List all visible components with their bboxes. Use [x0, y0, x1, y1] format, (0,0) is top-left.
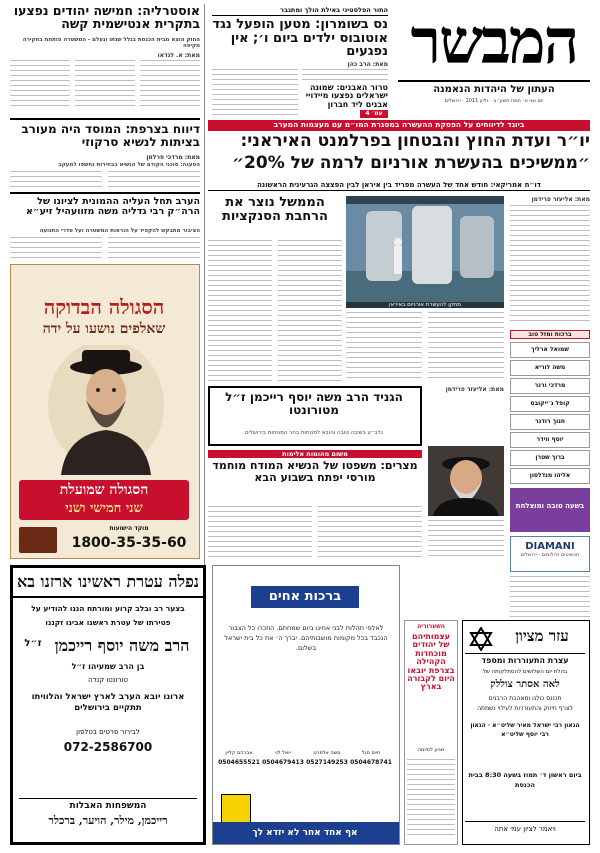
- sanctions-text-2: [208, 240, 272, 382]
- remains-text: [407, 759, 455, 839]
- egypt-text-1: [318, 506, 422, 561]
- death-notice-line1: בצער רב ובלב קרוע ומורתח הננו להודיע על: [31, 604, 185, 613]
- diamani-sub: תכשיטים ויהלומים · ירושלים: [520, 552, 580, 558]
- listings-header: ברכות ומזל טוב: [510, 330, 590, 339]
- blessings-logo-badge: [221, 794, 251, 824]
- blessings-title: ברכות אחים: [251, 586, 359, 608]
- ezer-date: ביום ראשון ד׳ תמוז בשעה 8:30 בבית הכנסת: [468, 771, 582, 789]
- segula-phone-label: מוקד הישועות: [109, 525, 149, 532]
- listing-item: שמואל ארליך: [510, 342, 590, 358]
- death-notice-phone-label: לבירור פרטים בטלפון: [76, 728, 140, 736]
- announcement-sub: נלב״ע בשיבה טובה והובא למנוחות בהר המנוחות בירושלים: [245, 430, 383, 436]
- star-of-david-icon: [469, 627, 493, 651]
- death-notice-families: רייכמן, מילר, הויער, ברכלר: [48, 814, 168, 827]
- rabbi-photo-image: [428, 446, 504, 516]
- announcement-headline: הגניד הרב משה יוסף רייכמן ז״ל מטורונטו: [225, 391, 403, 417]
- segula-logo-badge: [19, 527, 57, 553]
- egypt-byline: מאת: אליעזר פרידמן: [445, 386, 504, 393]
- ezer-name: לאה אסתר צוללק: [490, 679, 560, 690]
- masthead-tagline: העתון של היהדות הנאמנה: [433, 84, 555, 95]
- aliya-text-2: [10, 237, 102, 261]
- right-column-byline: מאת: אליעזר פרידמן: [531, 196, 590, 203]
- france-sub: הטענה: סוכני הקודם של הנשיא בבחירות נחשפו למעקב: [58, 162, 200, 168]
- segula-phone[interactable]: 1800-35-35-60: [71, 535, 187, 551]
- death-notice-name: הרב משה יוסף רייכמן: [54, 636, 190, 655]
- ezer-line2: תכונס כולנו ומאהבת הרבנים: [488, 695, 562, 702]
- contact-phone[interactable]: 0527149253: [306, 759, 348, 766]
- france-byline: מאת: מרדכי פרלמן: [146, 154, 200, 161]
- death-notice-line2: פטירתו של עטרת ראשנו אבינו זקננו: [45, 618, 171, 627]
- top-story-sub-headline: טרור האבנים: שמונה ישראלים נפצעו מיידויי אבנים ליד חברון: [305, 84, 388, 109]
- contact-phone[interactable]: 0504678741: [350, 759, 392, 766]
- sanctions-text-1: [278, 240, 342, 382]
- death-notice-suffix: ז״ל: [24, 638, 42, 649]
- listing-item: קופל ג׳ייקובס: [510, 396, 590, 412]
- remains-sub: מגיע לסיומה: [417, 747, 445, 753]
- rabbi-portrait-image: [46, 345, 166, 475]
- main-headline-1: יו״ר ועדת החוץ והבטחון בפרלמנט האיראני:: [240, 133, 590, 151]
- ezer-line3: לצרף חיזוק והתעוררות לעילוי נשמתה: [477, 705, 573, 712]
- australia-text-2: [75, 60, 135, 110]
- logo: המבשר: [410, 5, 578, 78]
- contact-name: אברהם קליין: [225, 750, 253, 756]
- listing-item: ברוך שטרן: [510, 450, 590, 466]
- listing-item: מרדכי ורנר: [510, 378, 590, 394]
- australia-byline: מאת: א. לנדאו: [157, 52, 200, 59]
- top-story-badge: עמ׳ 4: [360, 110, 388, 118]
- diamani-logo: DIAMANI: [525, 541, 575, 552]
- main-photo: [346, 196, 504, 308]
- top-story-headline: נס בשומרון: מטען הופעל נגד אוטובוס ילדים ביום ו׳; אין נפגעים: [212, 18, 388, 60]
- listing-item: חנוך רודנר: [510, 414, 590, 430]
- diamani-ad[interactable]: [510, 536, 590, 572]
- death-notice-line3: בן הרב שמעיהו ז״ל: [71, 662, 145, 671]
- death-notice-families-label: המשפחות האבלות: [19, 798, 197, 811]
- aliya-notice: [10, 192, 200, 262]
- ezer-sub: עצרת התעוררות ומספד: [465, 653, 585, 665]
- mazal-ad[interactable]: [510, 488, 590, 532]
- death-notice: [10, 565, 206, 845]
- segula-bottom-1: הסגולה שמועלת: [59, 482, 149, 498]
- blessings-body: לאלפי תהלות לבני אחינו ביום שמחתם. הוזכרו כל הצבור הנכבד בכל מקומות מושבותיהם. יברך ה׳ את כל בית ישראל בשלום.: [224, 624, 388, 652]
- sanctions-headline: הממשל נוצר את הרחבת הסנקציות: [222, 196, 328, 224]
- segula-bottom-2: שני חמישי ושני: [65, 501, 143, 516]
- france-text-1: [108, 171, 200, 191]
- listing-item: יוסף ווידר: [510, 432, 590, 448]
- segula-banner: [19, 480, 189, 520]
- contact-name: חיים סגל: [361, 750, 381, 756]
- main-headline-2: ״ממשיכים בהעשרת אורניום לרמה של 20%״: [231, 155, 590, 173]
- australia-story: [10, 4, 200, 114]
- remains-story: [404, 620, 458, 845]
- listings: [510, 342, 590, 622]
- masthead: [398, 6, 590, 106]
- main-text-1: [428, 312, 504, 382]
- top-story-kicker: התור הפלסטיני באילת הולך ומתגבר: [212, 6, 388, 16]
- masthead-rule: [398, 80, 590, 82]
- ezer-rabbis: הגאון רבי ישראל מאיר שליט״א · הגאון רבי יוסף שליט״א: [470, 722, 580, 738]
- centrifuge-image: [346, 196, 504, 308]
- remains-headline: עצמותיהם של יהודים מוכחדות הקהילה בצרפת יובאו היום לקבורה בארץ: [407, 633, 455, 692]
- top-story-byline: מאת: הרב כהן: [347, 61, 388, 68]
- main-sub: דו״ח אמריקאי: חודש אחד של העשרה מפריד בין איראן לבין הפצצה הגרעינית הראשונה: [208, 181, 590, 191]
- segula-title-2: שאלפים נושעו על ידה: [42, 321, 166, 337]
- death-notice-phone[interactable]: 072-2586700: [63, 740, 153, 754]
- aliya-sub: הציבור מתבקש להקפיד על הוראות המשטרה ועל סדרי התנועה: [39, 228, 200, 234]
- listing-item: משה לוריא: [510, 360, 590, 376]
- blessings-footer: אף אחד אחר לא יזדא לך: [212, 822, 399, 844]
- ezer-title: עזר מציון: [515, 627, 569, 645]
- blessings-contacts: [217, 750, 393, 790]
- main-kicker: ביוגד לדיווחים על הפסקת ההעשרה במסגרת המו״מ עם מעצמות המערב: [208, 120, 590, 131]
- top-story: [212, 6, 388, 116]
- france-headline: דיווח בצרפת: המוסד היה מעורב בציתות לנשיא סרקוזי: [21, 123, 200, 149]
- australia-text-3: [10, 60, 70, 110]
- contact-name: יואל לוי: [275, 750, 291, 756]
- egypt-headline: מצרים: משפטו של הנשיא המודח מוחמד מורסי יפתח בשבוע הבא: [212, 460, 418, 484]
- blessings-ad[interactable]: [212, 565, 400, 845]
- remains-kicker: השערוריה: [417, 623, 445, 630]
- right-column-text: [510, 205, 590, 325]
- listing-item: אליהו מנדלסון: [510, 468, 590, 484]
- france-story: [10, 118, 200, 190]
- main-text-2: [346, 312, 422, 382]
- death-notice-line4: טורונטו קנדה: [88, 676, 128, 684]
- mazal-ad-text: בשעה טובה ומוצלחת: [515, 502, 585, 510]
- australia-headline: אוסטרליה: חמישה יהודים נפצעו בתקרית אנטישמית קשה: [13, 4, 200, 32]
- australia-sub: החוק הוצא מבית הכנסת בגלל שנתו ונעלם - המשטרה פותחת בחקירה מקיפה: [22, 37, 200, 49]
- top-story-text: [302, 69, 388, 83]
- contact-phone[interactable]: 0504655521: [218, 759, 260, 766]
- ezer-line1: בהלת יום השלושים להסתלקותה של: [482, 669, 568, 675]
- masthead-info: יום שני ט׳ תמוז תשע״ב · גליון 1011 · ירושלים: [444, 98, 544, 104]
- ezer-notice: [462, 620, 590, 845]
- death-notice-line5: ארונו יובא הערב לארץ ישראל והלוויתו תתקיים בירושלים: [31, 692, 185, 714]
- segula-title-1: הסגולה הבדוקה: [43, 295, 165, 319]
- photo-caption: מתקן להעשרת אורניום באיראן: [346, 302, 504, 308]
- rabbi-photo-text: [428, 520, 504, 560]
- top-story-text-2: [212, 69, 298, 119]
- segula-ad[interactable]: [10, 264, 200, 559]
- death-notice-headline: נפלה עטרת ראשינו ארזנו בא: [13, 572, 203, 598]
- right-bottom-text: [510, 576, 590, 620]
- contact-phone[interactable]: 0504679413: [262, 759, 304, 766]
- egypt-kicker: משום מהומות אלימות: [208, 450, 422, 458]
- aliya-text-1: [108, 237, 200, 261]
- reichman-announcement: [208, 386, 422, 446]
- egypt-text-2: [208, 506, 312, 561]
- australia-text-1: [140, 60, 200, 110]
- aliya-headline: הערב תחל העליה ההמונית לציונו של הרה״ק רבי גדליה משה מזוועהיל זיע״א: [25, 197, 200, 217]
- france-text-2: [10, 171, 102, 191]
- contact-name: משה אלפרט: [313, 750, 341, 756]
- ezer-footer: ויאמר לציון עמי אתה: [465, 821, 585, 833]
- divider: [204, 4, 205, 624]
